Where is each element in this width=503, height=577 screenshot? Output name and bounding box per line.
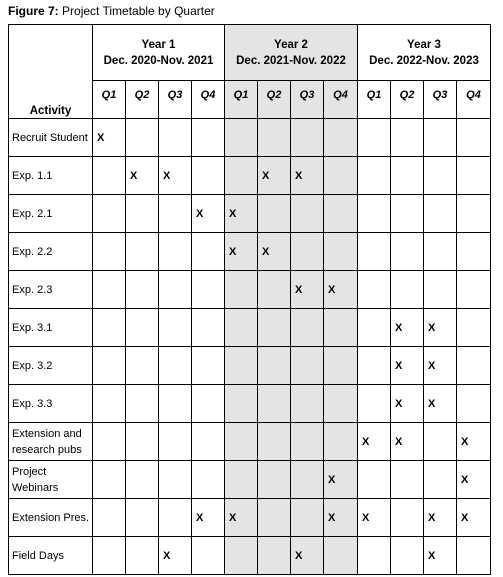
schedule-cell: X [457, 461, 491, 499]
schedule-cell [93, 537, 126, 575]
schedule-cell [159, 385, 192, 423]
schedule-cell [159, 461, 192, 499]
schedule-cell [225, 461, 258, 499]
activity-label: Exp. 3.1 [9, 309, 93, 347]
schedule-cell [126, 195, 159, 233]
schedule-cell [126, 309, 159, 347]
activity-label: Extension and research pubs [9, 423, 93, 461]
activity-label: Exp. 2.2 [9, 233, 93, 271]
schedule-cell [225, 385, 258, 423]
schedule-cell [192, 423, 225, 461]
schedule-cell: X [93, 119, 126, 157]
quarter-header: Q2 [258, 81, 291, 119]
schedule-cell [391, 461, 424, 499]
schedule-cell: X [457, 499, 491, 537]
schedule-cell [258, 385, 291, 423]
quarter-header: Q3 [291, 81, 324, 119]
schedule-cell [457, 157, 491, 195]
quarter-header: Q1 [93, 81, 126, 119]
schedule-cell [358, 347, 391, 385]
schedule-cell: X [324, 271, 358, 309]
schedule-cell [159, 271, 192, 309]
schedule-cell [358, 271, 391, 309]
schedule-cell [391, 271, 424, 309]
schedule-cell [291, 195, 324, 233]
schedule-cell [126, 423, 159, 461]
schedule-cell [159, 347, 192, 385]
schedule-cell [93, 347, 126, 385]
year-3-name: Year 3 [407, 38, 441, 51]
schedule-cell [457, 385, 491, 423]
schedule-cell: X [225, 499, 258, 537]
schedule-cell [391, 233, 424, 271]
schedule-cell: X [324, 499, 358, 537]
schedule-cell: X [159, 537, 192, 575]
schedule-cell [126, 499, 159, 537]
schedule-cell [324, 195, 358, 233]
year-3-range: Dec. 2022-Nov. 2023 [369, 54, 479, 67]
schedule-cell [225, 157, 258, 195]
schedule-cell: X [424, 385, 457, 423]
schedule-cell [225, 119, 258, 157]
schedule-cell [192, 119, 225, 157]
schedule-cell [126, 385, 159, 423]
schedule-cell [358, 119, 391, 157]
schedule-cell [324, 385, 358, 423]
activity-label: Exp. 3.3 [9, 385, 93, 423]
schedule-cell [225, 537, 258, 575]
schedule-cell [225, 423, 258, 461]
year-3-header [358, 25, 491, 81]
quarter-header: Q4 [192, 81, 225, 119]
schedule-cell [93, 499, 126, 537]
activity-label: Extension Pres. [9, 499, 93, 537]
year-2-header [225, 25, 358, 81]
schedule-cell [424, 195, 457, 233]
schedule-cell [258, 271, 291, 309]
schedule-cell [424, 157, 457, 195]
schedule-cell [225, 309, 258, 347]
schedule-cell: X [291, 157, 324, 195]
schedule-cell [358, 309, 391, 347]
activity-label: Exp. 2.3 [9, 271, 93, 309]
schedule-cell [159, 423, 192, 461]
schedule-cell: X [225, 195, 258, 233]
schedule-cell: X [192, 499, 225, 537]
schedule-cell [192, 233, 225, 271]
schedule-cell [93, 157, 126, 195]
quarter-header: Q3 [424, 81, 457, 119]
schedule-cell [192, 347, 225, 385]
schedule-cell [424, 461, 457, 499]
schedule-cell [358, 157, 391, 195]
table-row [9, 309, 491, 347]
schedule-cell [424, 233, 457, 271]
schedule-cell [192, 271, 225, 309]
quarter-header: Q2 [126, 81, 159, 119]
table-row [9, 347, 491, 385]
schedule-cell: X [324, 461, 358, 499]
schedule-cell [291, 119, 324, 157]
schedule-cell [258, 347, 291, 385]
schedule-cell [391, 157, 424, 195]
schedule-cell [358, 537, 391, 575]
schedule-cell: X [126, 157, 159, 195]
year-header-row [9, 25, 491, 81]
schedule-cell [159, 233, 192, 271]
schedule-cell [258, 537, 291, 575]
schedule-cell [424, 423, 457, 461]
schedule-cell [291, 423, 324, 461]
table-row [9, 499, 491, 537]
schedule-cell [126, 119, 159, 157]
schedule-cell [192, 309, 225, 347]
quarter-header: Q2 [391, 81, 424, 119]
schedule-cell: X [291, 271, 324, 309]
quarter-header: Q3 [159, 81, 192, 119]
schedule-cell [126, 271, 159, 309]
year-2-name: Year 2 [274, 38, 308, 51]
schedule-cell [457, 537, 491, 575]
schedule-cell [291, 309, 324, 347]
schedule-cell [457, 309, 491, 347]
schedule-cell [291, 347, 324, 385]
schedule-cell [391, 499, 424, 537]
schedule-cell: X [258, 157, 291, 195]
schedule-cell [391, 119, 424, 157]
schedule-cell [457, 233, 491, 271]
schedule-cell: X [424, 537, 457, 575]
table-row [9, 195, 491, 233]
schedule-cell [258, 309, 291, 347]
schedule-cell [424, 119, 457, 157]
schedule-cell [258, 499, 291, 537]
schedule-cell [324, 423, 358, 461]
schedule-cell: X [258, 233, 291, 271]
schedule-cell [358, 195, 391, 233]
figure-caption [8, 3, 215, 19]
schedule-cell [93, 271, 126, 309]
schedule-cell [391, 537, 424, 575]
schedule-cell [291, 499, 324, 537]
quarter-header: Q4 [324, 81, 358, 119]
schedule-cell [457, 119, 491, 157]
caption-title: Project Timetable by Quarter [62, 4, 215, 18]
schedule-cell [159, 309, 192, 347]
schedule-cell [291, 233, 324, 271]
schedule-cell: X [159, 157, 192, 195]
schedule-cell [258, 461, 291, 499]
schedule-cell: X [391, 347, 424, 385]
schedule-cell [225, 271, 258, 309]
table-row [9, 233, 491, 271]
year-1-range: Dec. 2020-Nov. 2021 [103, 54, 214, 67]
schedule-cell [159, 499, 192, 537]
schedule-cell [457, 195, 491, 233]
schedule-cell [159, 119, 192, 157]
schedule-cell [291, 461, 324, 499]
schedule-cell: X [391, 385, 424, 423]
schedule-cell: X [391, 423, 424, 461]
project-timetable [8, 24, 491, 575]
schedule-cell [324, 233, 358, 271]
activity-label: Exp. 3.2 [9, 347, 93, 385]
schedule-cell [93, 233, 126, 271]
schedule-cell: X [358, 499, 391, 537]
schedule-cell: X [291, 537, 324, 575]
year-1-header [93, 25, 225, 81]
schedule-cell [126, 347, 159, 385]
schedule-cell [324, 157, 358, 195]
schedule-cell [192, 537, 225, 575]
schedule-cell [358, 461, 391, 499]
schedule-cell [93, 309, 126, 347]
schedule-cell: X [424, 347, 457, 385]
quarter-header: Q1 [358, 81, 391, 119]
schedule-cell: X [424, 499, 457, 537]
schedule-cell [324, 347, 358, 385]
schedule-cell [126, 233, 159, 271]
schedule-cell [358, 385, 391, 423]
activity-label: Exp. 2.1 [9, 195, 93, 233]
activity-header: Activity [9, 25, 93, 119]
schedule-cell [424, 271, 457, 309]
schedule-cell [192, 461, 225, 499]
table-row [9, 271, 491, 309]
table-row [9, 537, 491, 575]
activity-label: Field Days [9, 537, 93, 575]
year-1-name: Year 1 [141, 38, 176, 51]
schedule-cell: X [192, 195, 225, 233]
schedule-cell [291, 385, 324, 423]
schedule-cell [93, 461, 126, 499]
schedule-cell [258, 119, 291, 157]
schedule-cell: X [391, 309, 424, 347]
quarter-header: Q1 [225, 81, 258, 119]
schedule-cell [258, 195, 291, 233]
schedule-cell [391, 195, 424, 233]
schedule-cell: X [457, 423, 491, 461]
table-row [9, 423, 491, 461]
schedule-cell [93, 423, 126, 461]
schedule-cell [192, 385, 225, 423]
schedule-cell [159, 195, 192, 233]
schedule-cell [93, 195, 126, 233]
table-row [9, 157, 491, 195]
caption-label: Figure 7: [8, 4, 59, 18]
schedule-cell [324, 309, 358, 347]
year-2-range: Dec. 2021-Nov. 2022 [236, 54, 346, 67]
schedule-cell [324, 537, 358, 575]
schedule-cell [93, 385, 126, 423]
table-row [9, 385, 491, 423]
schedule-cell: X [358, 423, 391, 461]
schedule-cell [192, 157, 225, 195]
schedule-cell [225, 347, 258, 385]
schedule-cell [358, 233, 391, 271]
schedule-cell [258, 423, 291, 461]
timetable-body [9, 119, 491, 575]
schedule-cell: X [424, 309, 457, 347]
table-row [9, 461, 491, 499]
quarter-header: Q4 [457, 81, 491, 119]
schedule-cell [457, 347, 491, 385]
activity-label: Project Webinars [9, 461, 93, 499]
schedule-cell [324, 119, 358, 157]
table-row [9, 119, 491, 157]
schedule-cell [126, 461, 159, 499]
schedule-cell: X [225, 233, 258, 271]
activity-label: Exp. 1.1 [9, 157, 93, 195]
activity-label: Recruit Student [9, 119, 93, 157]
schedule-cell [457, 271, 491, 309]
schedule-cell [126, 537, 159, 575]
